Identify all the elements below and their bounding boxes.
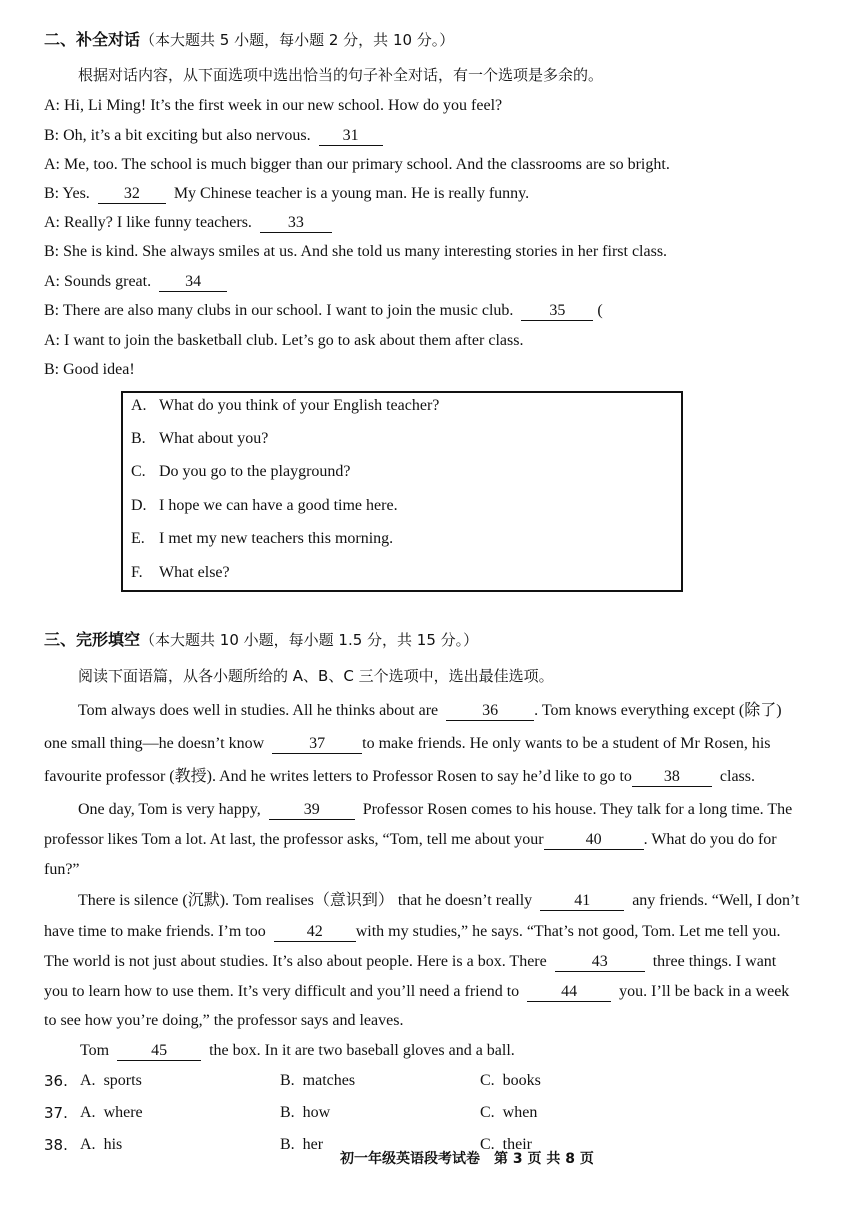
section2-instruction: 根据对话内容，从下面选项中选出恰当的句子补全对话，有一个选项是多余的。 (78, 66, 604, 84)
passage-line (44, 922, 780, 942)
dialogue-line (44, 242, 667, 262)
dialogue-line (44, 155, 670, 175)
passage-text: class. (719, 768, 755, 785)
option-text: Do you go to the playground? (159, 463, 351, 480)
choice-c[interactable] (480, 1103, 537, 1123)
dialogue-text: A: Hi, Li Ming! It’s the first week in our new school. How do you feel? (44, 97, 503, 114)
answer-blank[interactable]: 41 (540, 892, 624, 911)
choice-letter: C. (480, 1072, 495, 1089)
dialogue-text: A: Me, too. The school is much bigger than our primary school. And the classrooms are so bright. (44, 156, 670, 173)
answer-blank[interactable]: 43 (555, 953, 645, 972)
dialogue-text: A: Sounds great. (44, 273, 152, 290)
passage-text: the box. In it are two baseball gloves and a ball. (209, 1042, 515, 1059)
choice-letter: B. (280, 1136, 295, 1153)
passage-line (44, 734, 771, 754)
passage-line (44, 982, 789, 1002)
option-letter: C. (131, 463, 146, 480)
option-item[interactable] (131, 462, 351, 482)
passage-text: There is silence (沉默). Tom realises（意识到） that he doesn’t really (78, 892, 533, 909)
answer-blank[interactable]: 31 (319, 127, 383, 146)
dialogue-line (44, 272, 227, 292)
answer-blank[interactable]: 38 (632, 768, 712, 787)
section2-title: 二、补全对话 (44, 30, 141, 49)
option-item[interactable] (131, 396, 439, 416)
option-text: What do you think of your English teacher? (159, 397, 440, 414)
answer-blank[interactable]: 42 (274, 923, 356, 942)
option-text: I hope we can have a good time here. (159, 497, 398, 514)
choice-a[interactable] (80, 1135, 122, 1155)
answer-blank[interactable]: 36 (446, 702, 534, 721)
choice-letter: B. (280, 1072, 295, 1089)
passage-line (44, 1011, 403, 1031)
passage-line (78, 891, 799, 911)
section3-title: 三、完形填空 (44, 630, 141, 649)
dialogue-text: B: Oh, it’s a bit exciting but also nervous. (44, 127, 311, 144)
passage-line (78, 701, 782, 721)
passage-text: professor likes Tom a lot. At last, the professor asks, “Tom, tell me about your (44, 831, 544, 848)
answer-blank[interactable]: 33 (260, 214, 332, 233)
answer-blank[interactable]: 39 (269, 801, 355, 820)
passage-text: you. I’ll be back in a week (619, 983, 790, 1000)
choice-text: books (502, 1072, 541, 1089)
answer-blank[interactable]: 37 (272, 735, 362, 754)
passage-text: The world is not just about studies. It’s also about people. Here is a box. There (44, 953, 547, 970)
passage-text: Professor Rosen comes to his house. They talk for a long time. The (362, 801, 793, 818)
choice-b[interactable] (280, 1103, 330, 1123)
dialogue-line (44, 360, 135, 380)
dialogue-text: B: There are also many clubs in our school. I want to join the music club. (44, 302, 514, 319)
option-item[interactable] (131, 529, 393, 549)
passage-text: any friends. “Well, I don’t (632, 892, 800, 909)
dialogue-text: B: Good idea! (44, 361, 135, 378)
options-box (121, 391, 683, 592)
passage-text: fun?” (44, 861, 80, 878)
choice-letter: B. (280, 1104, 295, 1121)
dialogue-text: My Chinese teacher is a young man. He is really funny. (173, 185, 530, 202)
answer-blank[interactable]: 40 (544, 831, 644, 850)
option-text: I met my new teachers this morning. (159, 530, 394, 547)
choice-letter: A. (80, 1136, 96, 1153)
dialogue-line (44, 301, 603, 321)
question-num-text: 36. (44, 1072, 68, 1090)
choice-text: where (103, 1104, 143, 1121)
passage-line (44, 860, 80, 880)
passage-line (44, 767, 755, 787)
choice-text: matches (302, 1072, 356, 1089)
passage-text: favourite professor (教授). And he writes letters to Professor Rosen to say he’d like to go to (44, 768, 632, 785)
passage-text: with my studies,” he says. “That’s not good, Tom. Let me tell you. (355, 923, 781, 940)
dialogue-text: B: She is kind. She always smiles at us. And she told us many interesting stories in her first class. (44, 243, 668, 260)
passage-line (80, 1041, 515, 1061)
passage-line (78, 800, 792, 820)
passage-text: One day, Tom is very happy, (78, 801, 261, 818)
stray-mark: ( (597, 302, 603, 319)
section3-note: （本大题共 10 小题，每小题 1.5 分，共 15 分。） (140, 631, 479, 649)
choice-a[interactable] (80, 1071, 142, 1091)
choice-letter: C. (480, 1136, 495, 1153)
dialogue-text: A: I want to join the basketball club. Let’s go to ask about them after class. (44, 332, 524, 349)
option-letter: A. (131, 397, 147, 414)
question-num-text: 38. (44, 1136, 68, 1154)
section2-note: （本大题共 5 小题，每小题 2 分，共 10 分。） (140, 31, 455, 49)
option-item[interactable] (131, 563, 230, 583)
answer-blank[interactable]: 34 (159, 273, 227, 292)
choice-text: how (302, 1104, 331, 1121)
page-footer: 初一年级英语段考试卷 第 3 页 共 8 页 (340, 1151, 594, 1167)
section3-heading (44, 630, 478, 650)
passage-text: three things. I want (652, 953, 777, 970)
question-num-text: 37. (44, 1104, 68, 1122)
choice-text: her (302, 1136, 324, 1153)
option-letter: F. (131, 564, 143, 581)
passage-text: . Tom knows everything except (除了) (534, 702, 782, 719)
choice-b[interactable] (280, 1135, 323, 1155)
passage-line (44, 830, 777, 850)
dialogue-line (44, 184, 529, 204)
dialogue-text: A: Really? I like funny teachers. (44, 214, 252, 231)
choice-letter: C. (480, 1104, 495, 1121)
dialogue-line (44, 126, 383, 146)
passage-text: you to learn how to use them. It’s very difficult and you’ll need a friend to (44, 983, 520, 1000)
passage-text: to make friends. He only wants to be a student of Mr Rosen, his (362, 735, 771, 752)
section3-instruction: 阅读下面语篇，从各小题所给的 A、B、C 三个选项中，选出最佳选项。 (78, 667, 554, 685)
option-item[interactable] (131, 429, 268, 449)
dialogue-line (44, 331, 523, 351)
choice-letter: A. (80, 1104, 96, 1121)
choice-text: sports (103, 1072, 142, 1089)
option-letter: E. (131, 530, 145, 547)
question-number (44, 1103, 68, 1124)
option-text: What about you? (159, 430, 269, 447)
passage-text: Tom always does well in studies. All he thinks about are (78, 702, 439, 719)
choice-letter: A. (80, 1072, 96, 1089)
passage-text: one small thing—he doesn’t know (44, 735, 265, 752)
passage-text: . What do you do for (643, 831, 777, 848)
choice-a[interactable] (80, 1103, 143, 1123)
question-number (44, 1071, 68, 1092)
option-item[interactable] (131, 496, 398, 516)
passage-text: have time to make friends. I’m too (44, 923, 266, 940)
answer-blank[interactable]: 32 (98, 185, 166, 204)
option-letter: D. (131, 497, 147, 514)
dialogue-text: B: Yes. (44, 185, 90, 202)
passage-text: to see how you’re doing,” the professor says and leaves. (44, 1012, 404, 1029)
question-number (44, 1135, 68, 1156)
choice-text: their (502, 1136, 532, 1153)
answer-blank[interactable]: 45 (117, 1042, 201, 1061)
answer-blank[interactable]: 35 (521, 302, 593, 321)
choice-c[interactable] (480, 1071, 541, 1091)
choice-text: his (103, 1136, 123, 1153)
dialogue-line (44, 213, 332, 233)
answer-blank[interactable]: 44 (527, 983, 611, 1002)
choice-b[interactable] (280, 1071, 355, 1091)
dialogue-line (44, 96, 502, 116)
passage-line (44, 952, 776, 972)
option-text: What else? (159, 564, 230, 581)
choice-text: when (502, 1104, 538, 1121)
option-letter: B. (131, 430, 146, 447)
passage-text: Tom (80, 1042, 110, 1059)
section2-heading (44, 30, 454, 50)
